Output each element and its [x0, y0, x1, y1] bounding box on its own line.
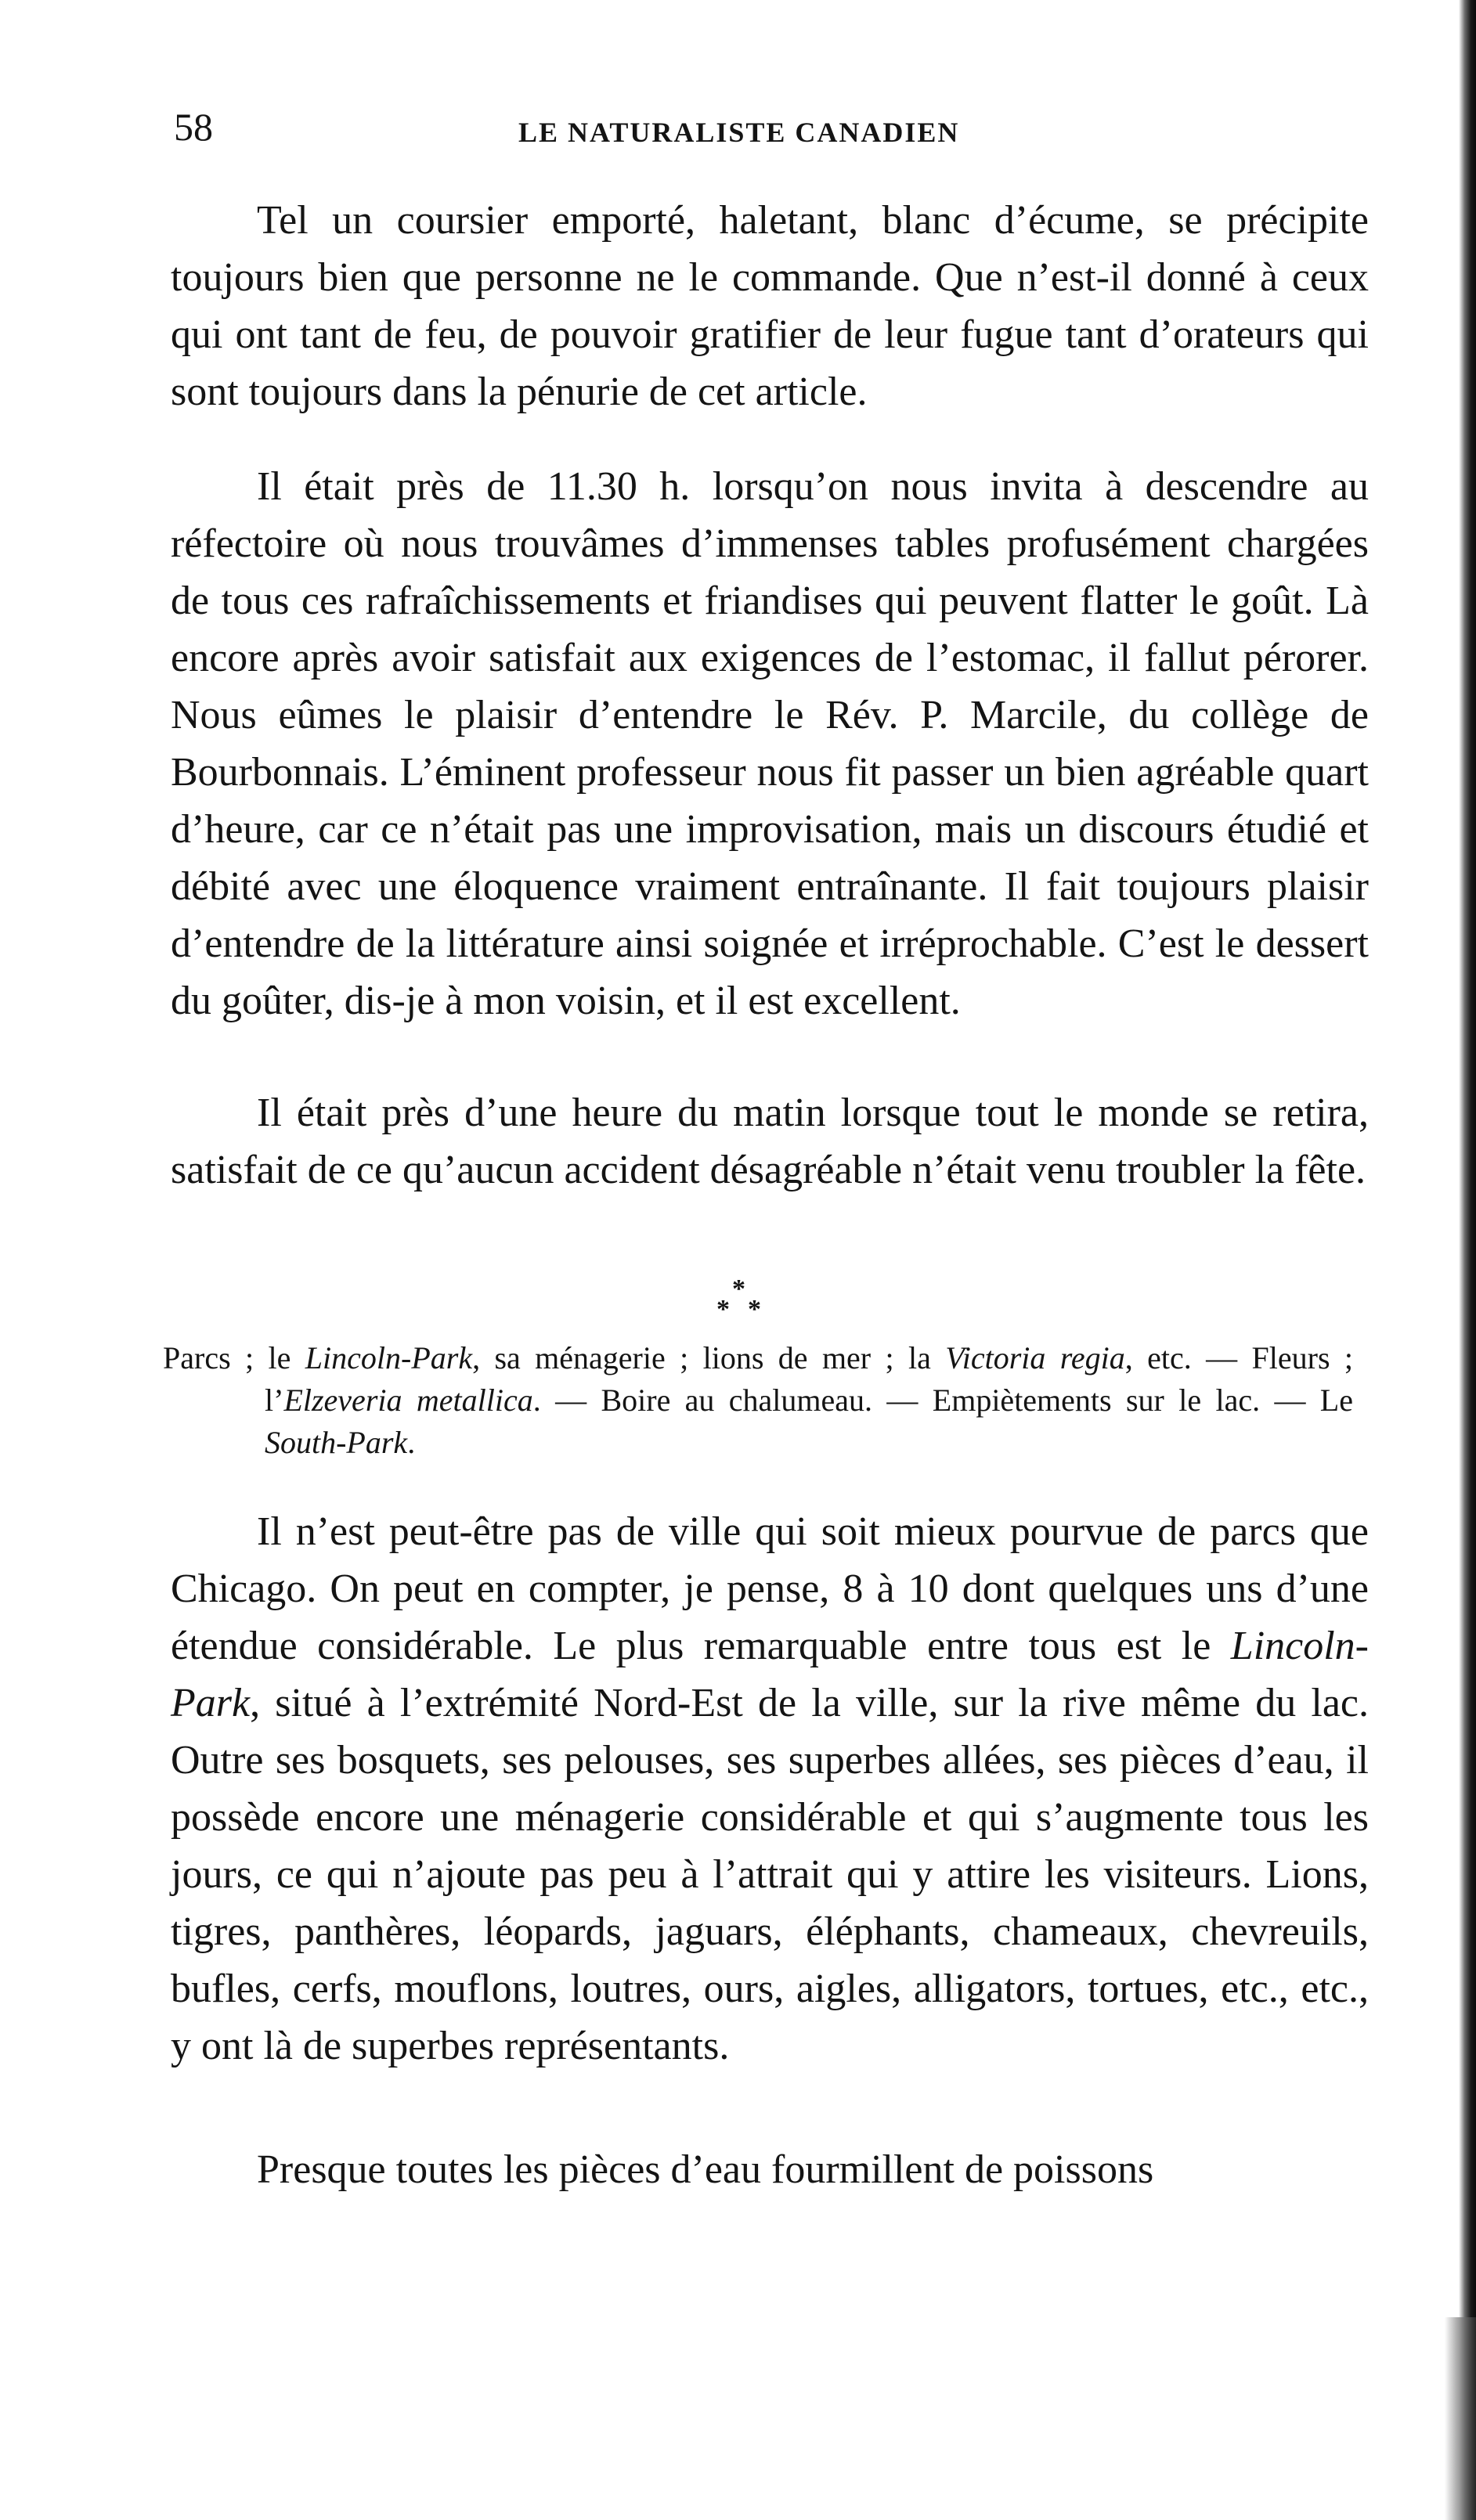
- paragraph-coursier: [171, 192, 1369, 420]
- summary-italic: Lincoln-Park: [305, 1340, 473, 1375]
- asterism-star: *: [732, 1274, 745, 1303]
- paragraph-text: Il était près d’une heure du matin lorsque tout le monde se retira, satisfait de ce qu’aucun accident désagréable n’était venu troubler la fête.: [171, 1091, 1369, 1192]
- asterism-star: *: [748, 1295, 761, 1324]
- summary-text: , sa ménagerie ; lions de mer ; la: [472, 1340, 946, 1375]
- paragraph-text: Tel un coursier emporté, haletant, blanc d’écume, se précipite toujours bien que personne ne le commande. Que n’est-il donné à ceux qui ont tant de feu, de pouvoir gratifier de leur fugue tant d’orateurs qui sont toujours dans la pénurie de cet article.: [171, 198, 1369, 414]
- paragraph-run: , situé à l’extrémité Nord-Est de la ville, sur la rive même du lac. Outre ses bosquets, ses pelouses, ses superbes allées, ses pièces d’eau, il possède encore une ménagerie considérable et qui s’augmente tous les jours, ce qui n’ajoute pas peu à l’attrait qui y attire les visiteurs. Lions, tigres, panthères, léopards, jaguars, éléphants, chameaux, chevreuils, bufles, cerfs, mouflons, loutres, ours, aigles, alligators, tortues, etc., etc., y ont là de superbes représentants.: [171, 1681, 1369, 2068]
- summary-text: . — Boire au chalumeau. — Empiètements sur le lac. — Le: [532, 1383, 1353, 1418]
- asterism-star: *: [716, 1295, 730, 1324]
- page-header: [174, 103, 1372, 158]
- paragraph-text: Presque toutes les pièces d’eau fourmillent de poissons: [257, 2147, 1154, 2192]
- page-edge-shadow: [1459, 0, 1476, 2520]
- page-edge-shadow: [1445, 2317, 1476, 2520]
- paragraph-poissons: [171, 2141, 1369, 2198]
- paragraph-refectoire: [171, 458, 1369, 1029]
- paragraph-text: [171, 1503, 1369, 2075]
- summary-italic: Victoria regia: [945, 1340, 1125, 1375]
- summary-text: .: [407, 1425, 416, 1460]
- running-head: LE NATURALISTE CANADIEN: [518, 117, 960, 148]
- summary-text: , etc. — Fleurs ; l’: [265, 1340, 1354, 1418]
- summary-italic: South-Park: [265, 1425, 408, 1460]
- paragraph-text: Il était près de 11.30 h. lorsqu’on nous invita à descendre au réfectoire où nous trouvâmes d’immenses tables profusément chargées de tous ces rafraîchissements et friandises qui peuvent flatter le goût. Là encore après avoir satisfait aux exigences de l’estomac, il fallut pérorer. Nous eûmes le plaisir d’entendre le Rév. P. Marcile, du collège de Bourbonnais. L’éminent professeur nous fit passer un bien agréable quart d’heure, car ce n’était pas une improvisation, mais un discours étudié et débité avec une éloquence vraiment entraînante. Il fait toujours plaisir d’entendre de la littérature ainsi soignée et irréprochable. C’est le dessert du goûter, dis-je à mon voisin, et il est excellent.: [171, 464, 1369, 1023]
- paragraph-italic: Lincoln-Park: [171, 1624, 1369, 1725]
- paragraph-fete: [171, 1084, 1369, 1199]
- section-summary: [163, 1337, 1353, 1464]
- summary-italic: Elzeveria metallica: [283, 1383, 533, 1418]
- paragraph-parcs: [171, 1503, 1369, 2075]
- summary-text: Parcs ; le: [163, 1340, 305, 1375]
- section-asterism: [709, 1274, 771, 1324]
- paragraph-run: Il n’est peut-être pas de ville qui soit mieux pourvue de parcs que Chicago. On peut en compter, je pense, 8 à 10 dont quelques uns d’une étendue considérable. Le plus remarquable entre tous est le: [171, 1509, 1369, 1668]
- page-number: 58: [174, 105, 213, 149]
